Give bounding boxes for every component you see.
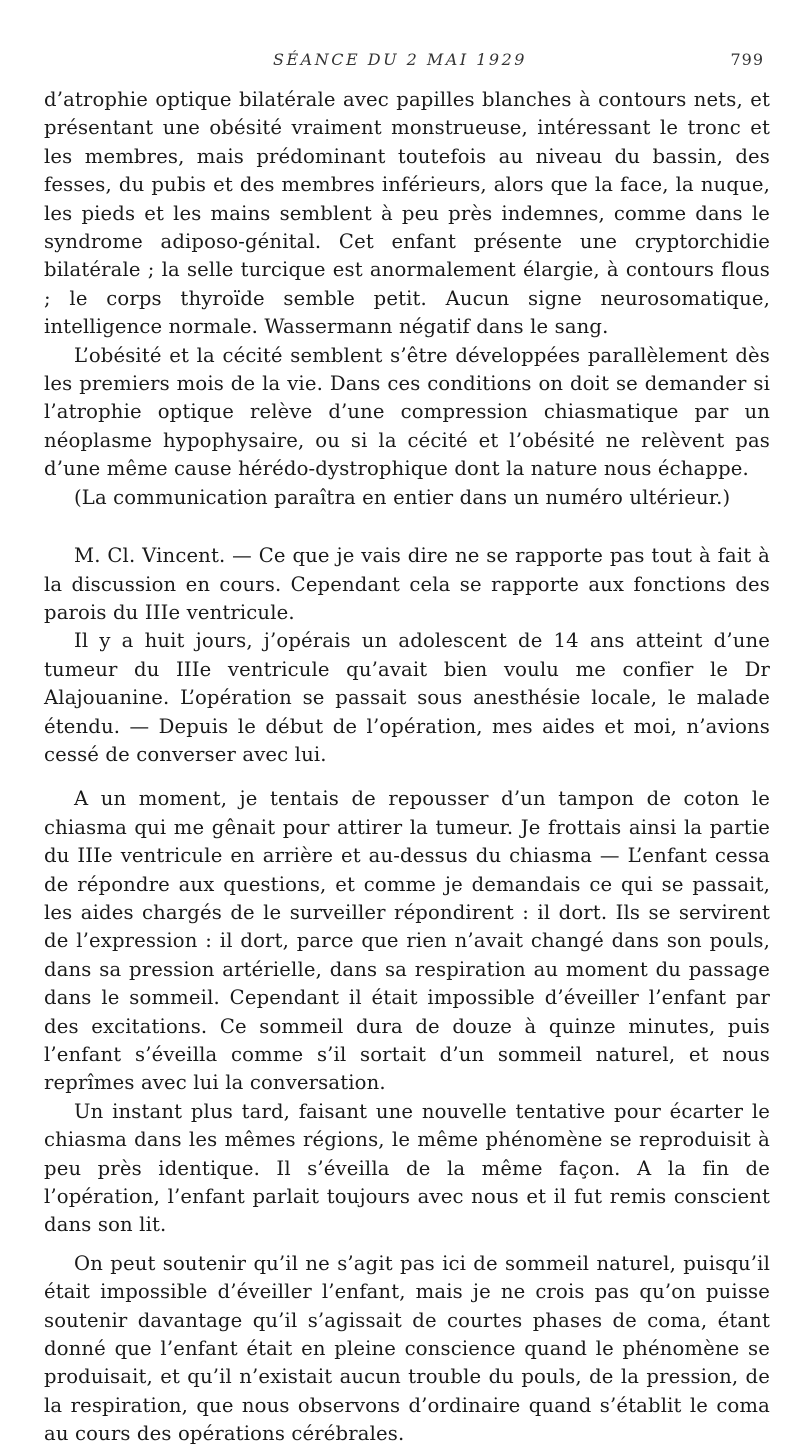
page-number: 799	[730, 50, 764, 69]
paragraph-4: M. Cl. Vincent. — Ce que je vais dire ne se rapporte pas tout à fait à la discussion en cours. Cependant cela se rapporte aux fonctions des parois du IIIe ventricule.	[44, 544, 770, 624]
paragraph-2: L’obésité et la cécité semblent s’être développées parallèlement dès les premiers mois de la vie. Dans ces conditions on doit se demander si l’atrophie optique relève d’une compression chiasmatique par un néoplasme hypophysaire, ou si la cécité et l’obésité ne relèvent pas d’une même cause hérédo-dystrophique dont la nature nous échappe.	[44, 343, 770, 481]
body-text	[44, 86, 770, 1449]
paragraph-1: d’atrophie optique bilatérale avec papilles blanches à contours nets, et présentant une obésité vraiment monstrueuse, intéressant le tronc et les membres, mais prédominant toutefois au niveau du bassin, des fesses, du pubis et des membres inférieurs, alors que la face, la nuque, les pieds et les mains semblent à peu près indemnes, comme dans le syndrome adiposo-génital. Cet enfant présente une cryptorchidie bilatérale ; la selle turcique est anormalement élargie, à contours flous ; le corps thyroïde semble petit. Aucun signe neurosomatique, intelligence normale. Wassermann négatif dans le sang.	[44, 88, 770, 339]
paragraph-5: Il y a huit jours, j’opérais un adolescent de 14 ans atteint d’une tumeur du IIIe ventricule qu’avait bien voulu me confier le Dr Alajouanine. L’opération se passait sous anesthésie locale, le malade étendu. — Depuis le début de l’opération, mes aides et moi, n’avions cessé de converser avec lui.	[44, 629, 770, 766]
paragraph-3: (La communication paraîtra en entier dans un numéro ultérieur.)	[74, 485, 731, 509]
running-header	[0, 50, 800, 80]
paragraph-7: Un instant plus tard, faisant une nouvelle tentative pour écarter le chiasma dans les mêmes régions, le même phénomène se reproduisit à peu près identique. Il s’éveilla de la même façon. A la fin de l’opération, l’enfant parlait toujours avec nous et il fut remis conscient dans son lit.	[44, 1099, 770, 1237]
paragraph-6: A un moment, je tentais de repousser d’un tampon de coton le chiasma qui me gênait pour attirer la tumeur. Je frottais ainsi la partie du IIIe ventricule en arrière et au-dessus du chiasma — L’enfant cessa de répondre aux questions, et comme je demandais ce qui se passait, les aides chargés de le surveiller répondirent : il dort. Ils se servirent de l’expression : il dort, parce que rien n’avait changé dans son pouls, dans sa pression artérielle, dans sa respiration au moment du passage dans le sommeil. Cependant il était impossible d’éveiller l’enfant par des excitations. Ce sommeil dura de douze à quinze minutes, puis l’enfant s’éveilla comme s’il sortait d’un sommeil naturel, et nous reprîmes avec lui la conversation.	[44, 787, 770, 1095]
paragraph-8: On peut soutenir qu’il ne s’agit pas ici de sommeil naturel, puisqu’il était impossible d’éveiller l’enfant, mais je ne crois pas qu’on puisse soutenir davantage qu’il s’agissait de courtes phases de coma, étant donné que l’enfant était en pleine conscience quand le phénomène se produisait, et qu’il n’existait aucun trouble du pouls, de la pression, de la respiration, que nous observons d’ordinaire quand s’établit le coma au cours des opérations cérébrales.	[44, 1251, 770, 1446]
header-title: SÉANCE DU 2 MAI 1929	[273, 50, 527, 69]
